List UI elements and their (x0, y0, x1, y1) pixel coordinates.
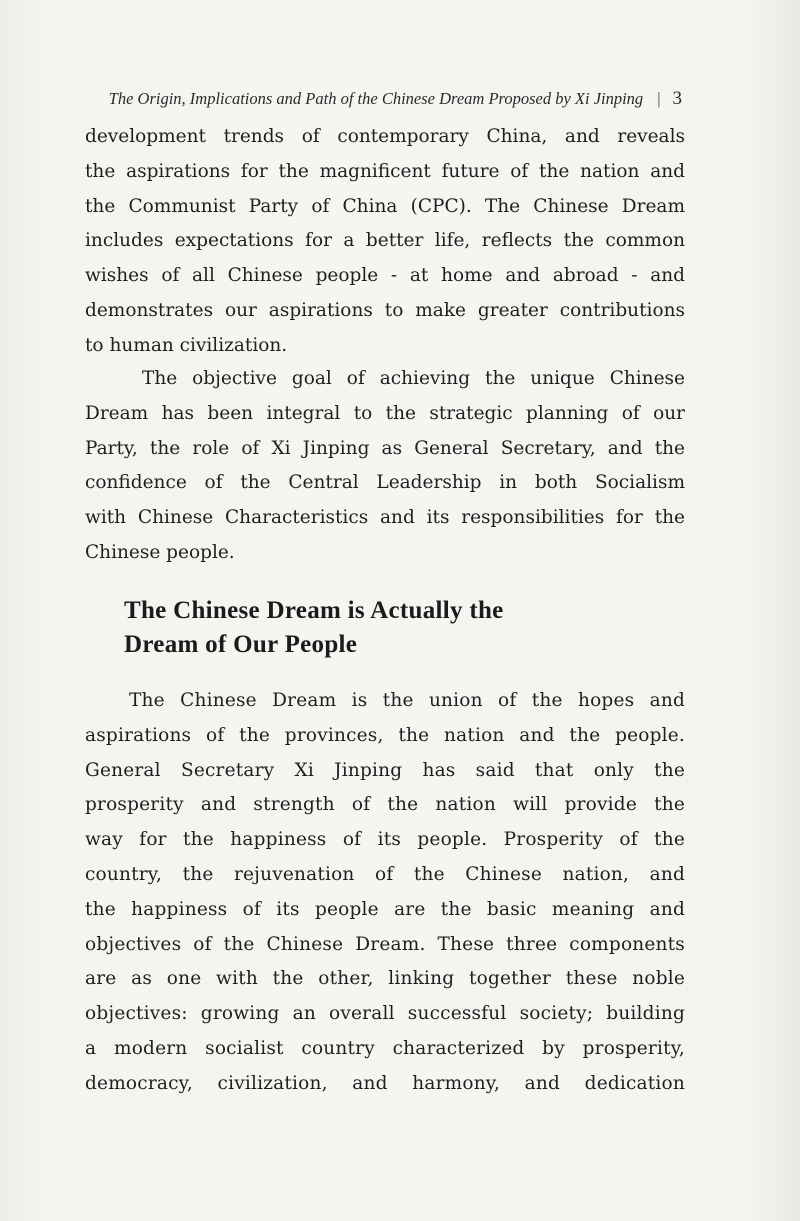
paragraph-continuation (85, 120, 685, 364)
header-separator: | (657, 89, 661, 108)
paragraph-line: democracy, civilization, and harmony, and dedication (85, 1072, 685, 1094)
paragraph-objective-goal (85, 362, 685, 571)
paragraph-line: includes expectations for a better life, reflects the common (85, 230, 685, 252)
paragraph-line: confidence of the Central Leadership in both Socialism (85, 472, 685, 494)
paragraph-line: Dream has been integral to the strategic planning of our (85, 402, 685, 424)
paragraph-line: aspirations of the provinces, the nation and the people. (85, 724, 685, 746)
paragraph-line: objectives of the Chinese Dream. These three components (85, 933, 685, 955)
paragraph-line: The objective goal of achieving the unique Chinese (142, 368, 685, 389)
paragraph-line: wishes of all Chinese people - at home and abroad - and (85, 265, 685, 287)
section-heading-line: The Chinese Dream is Actually the (124, 597, 504, 624)
paragraph-line: objectives: growing an overall successful society; building (85, 1003, 685, 1025)
section-heading-line: Dream of Our People (124, 631, 358, 658)
paragraph-line: are as one with the other, linking together these noble (85, 968, 685, 990)
running-header (109, 88, 682, 110)
paragraph-line: country, the rejuvenation of the Chinese nation, and (85, 863, 685, 885)
paragraph-line: the aspirations for the magnificent future of the nation and (85, 160, 685, 182)
page-number: 3 (672, 88, 682, 109)
paragraph-line: demonstrates our aspirations to make greater contributions (85, 299, 685, 321)
paragraph-line: Party, the role of Xi Jinping as General Secretary, and the (85, 437, 685, 459)
paragraph-line: The Chinese Dream is the union of the hopes and (129, 690, 685, 711)
paragraph-line: with Chinese Characteristics and its responsibilities for the (85, 507, 685, 529)
paragraph-line: a modern socialist country characterized by prosperity, (85, 1037, 685, 1059)
paragraph-line: the happiness of its people are the basic meaning and (85, 898, 685, 920)
paragraph-line: prosperity and strength of the nation will provide the (85, 794, 685, 816)
paragraph-line: to human civilization. (85, 334, 288, 356)
paragraph-line: the Communist Party of China (CPC). The Chinese Dream (85, 195, 685, 217)
paragraph-line: development trends of contemporary China, and reveals (85, 126, 685, 147)
running-title: The Origin, Implications and Path of the Chinese Dream Proposed by Xi Jinping (108, 89, 644, 108)
paragraph-union-of-hopes (85, 684, 685, 1102)
paragraph-line: General Secretary Xi Jinping has said that only the (85, 759, 685, 781)
paragraph-line: way for the happiness of its people. Prosperity of the (85, 829, 685, 851)
paragraph-line: Chinese people. (85, 541, 235, 563)
section-heading (124, 594, 644, 662)
